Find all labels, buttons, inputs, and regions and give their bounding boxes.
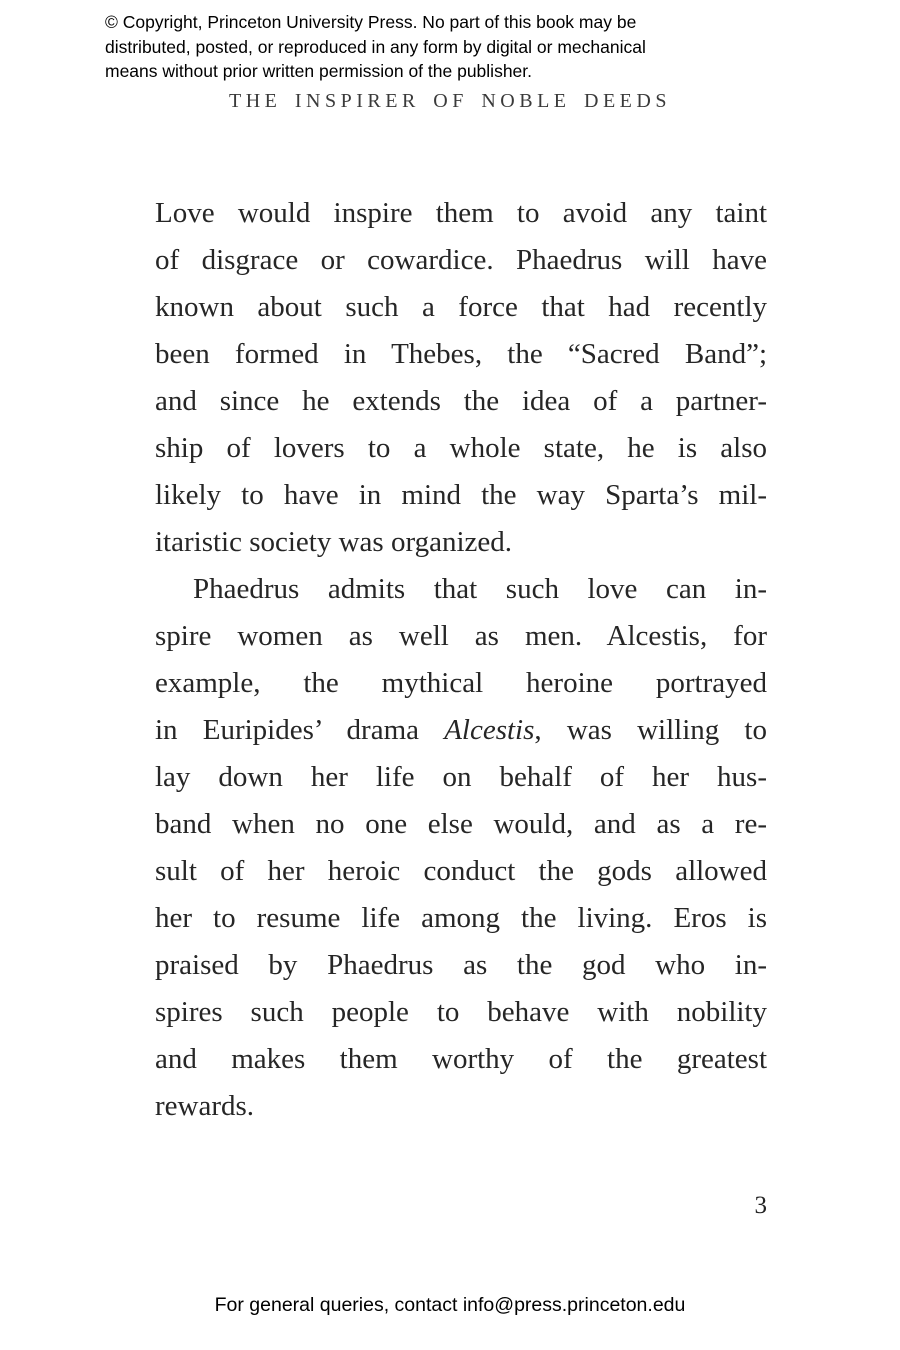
text-segment: been formed in Thebes, the “Sacred Band”;: [155, 338, 767, 370]
text-segment: Love would inspire them to avoid any taint: [155, 197, 767, 229]
text-segment: sult of her heroic conduct the gods allowed: [155, 855, 767, 887]
body-line: [155, 613, 767, 660]
text-segment: ship of lovers to a whole state, he is also: [155, 432, 767, 464]
text-segment: rewards.: [155, 1090, 255, 1122]
body-line: [155, 801, 767, 848]
text-segment: of disgrace or cowardice. Phaedrus will have: [155, 244, 767, 276]
body-line: [155, 1083, 767, 1130]
text-segment: spire women as well as men. Alcestis, for: [155, 620, 767, 652]
text-segment: in Euripides’ drama: [155, 714, 445, 746]
text-segment: Phaedrus admits that such love can in-: [193, 573, 767, 605]
text-segment: and makes them worthy of the greatest: [155, 1043, 767, 1075]
copyright-line: © Copyright, Princeton University Press. No part of this book may be: [105, 12, 637, 32]
body-line: [155, 707, 767, 754]
body-line: [155, 331, 767, 378]
body-line: [155, 237, 767, 284]
text-segment: example, the mythical heroine portrayed: [155, 667, 767, 699]
paragraph: [155, 190, 767, 566]
paragraph: [155, 566, 767, 1130]
body-line: [155, 566, 767, 613]
running-head: THE INSPIRER OF NOBLE DEEDS: [229, 90, 671, 112]
text-segment: band when no one else would, and as a re-: [155, 808, 767, 840]
text-segment: , was willing to: [534, 714, 767, 746]
italic-text: Alcestis: [444, 714, 535, 746]
body-line: [155, 660, 767, 707]
body-line: [155, 472, 767, 519]
body-line: [155, 942, 767, 989]
copyright-notice: [105, 10, 805, 84]
body-line: [155, 284, 767, 331]
body-line: [155, 848, 767, 895]
copyright-line: means without prior written permission of the publisher.: [105, 61, 533, 81]
page-number: 3: [754, 1192, 767, 1219]
body-line: [155, 425, 767, 472]
body-line: [155, 190, 767, 237]
text-segment: and since he extends the idea of a partner-: [155, 385, 767, 417]
footer-contact: For general queries, contact info@press.princeton.edu: [214, 1294, 686, 1316]
text-segment: itaristic society was organized.: [155, 526, 513, 558]
body-line: [155, 519, 767, 566]
text-segment: praised by Phaedrus as the god who in-: [155, 949, 767, 981]
body-line: [155, 895, 767, 942]
text-segment: lay down her life on behalf of her hus-: [155, 761, 767, 793]
body-line: [155, 754, 767, 801]
body-text: [155, 190, 767, 1130]
body-line: [155, 378, 767, 425]
text-segment: known about such a force that had recently: [155, 291, 767, 323]
copyright-line: distributed, posted, or reproduced in any form by digital or mechanical: [105, 36, 646, 57]
body-line: [155, 1036, 767, 1083]
text-segment: spires such people to behave with nobility: [155, 996, 767, 1028]
body-line: [155, 989, 767, 1036]
text-segment: her to resume life among the living. Eros is: [155, 902, 767, 934]
text-segment: likely to have in mind the way Sparta’s mil-: [155, 479, 767, 511]
